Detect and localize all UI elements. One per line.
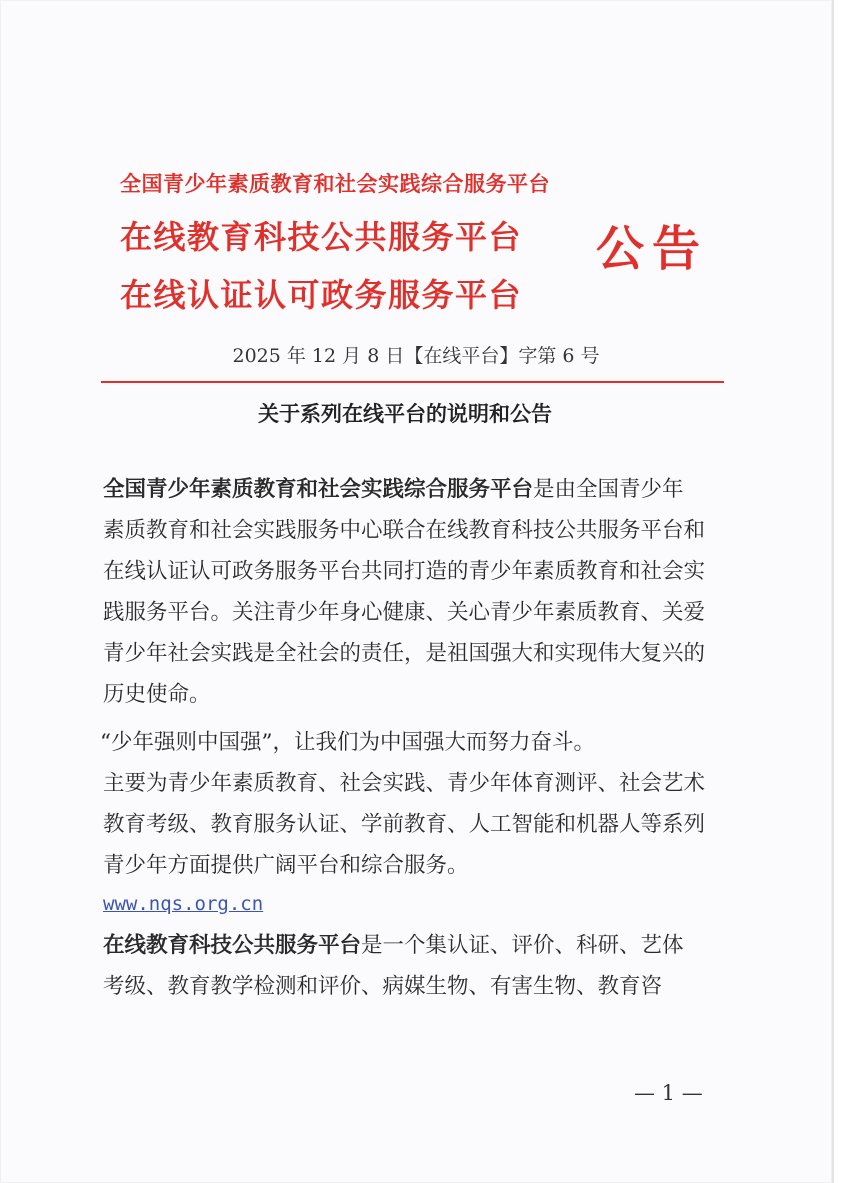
website-link[interactable]: www.nqs.org.cn (103, 893, 264, 915)
paragraph-intro (103, 469, 705, 715)
document-number: 2025 年 12 月 8 日【在线平台】字第 6 号 (232, 345, 600, 367)
bold-lead: 在线教育科技公共服务平台 (103, 933, 362, 958)
paragraph-line: 教育考级、教育服务认证、学前教育、人工智能和机器人等系列 (103, 812, 706, 837)
line-rest: 是一个集认证、评价、科研、艺体 (361, 933, 684, 958)
line-rest: 是由全国青少年 (533, 477, 684, 502)
paragraph-platform (103, 925, 684, 1007)
paragraph-services (103, 763, 705, 886)
paragraph-line: 在线认证认可政务服务平台共同打造的青少年素质教育和社会实 (103, 559, 706, 584)
paragraph-line: 践服务平台。关注青少年身心健康、关心青少年素质教育、关爱 (103, 600, 706, 625)
paragraph-line: 历史使命。 (103, 682, 211, 707)
header-platform-line-1: 在线教育科技公共服务平台 (120, 218, 523, 256)
paragraph-line (103, 925, 684, 966)
red-divider (101, 381, 724, 383)
paragraph-line: 青少年方面提供广阔平台和综合服务。 (103, 853, 469, 878)
slogan: “少年强则中国强”，让我们为中国强大而努力奋斗。 (100, 730, 595, 755)
paragraph-line: 主要为青少年素质教育、社会实践、青少年体育测评、社会艺术 (103, 771, 706, 796)
paragraph-line: 青少年社会实践是全社会的责任，是祖国强大和实现伟大复兴的 (103, 641, 706, 666)
document-title: 关于系列在线平台的说明和公告 (258, 402, 552, 426)
bold-lead: 全国青少年素质教育和社会实践综合服务平台 (103, 477, 534, 502)
announcement-label: 公告 (596, 221, 709, 277)
paragraph-line: 考级、教育教学检测和评价、病媒生物、有害生物、教育咨 (103, 974, 663, 999)
header-platform-line-2: 在线认证认可政务服务平台 (120, 276, 523, 314)
paragraph-line (103, 469, 705, 510)
header-subtitle: 全国青少年素质教育和社会实践综合服务平台 (120, 172, 550, 196)
paragraph-line: 素质教育和社会实践服务中心联合在线教育科技公共服务平台和 (103, 518, 706, 543)
page-number: — 1 — (634, 1081, 703, 1105)
scan-margin (834, 0, 860, 1183)
